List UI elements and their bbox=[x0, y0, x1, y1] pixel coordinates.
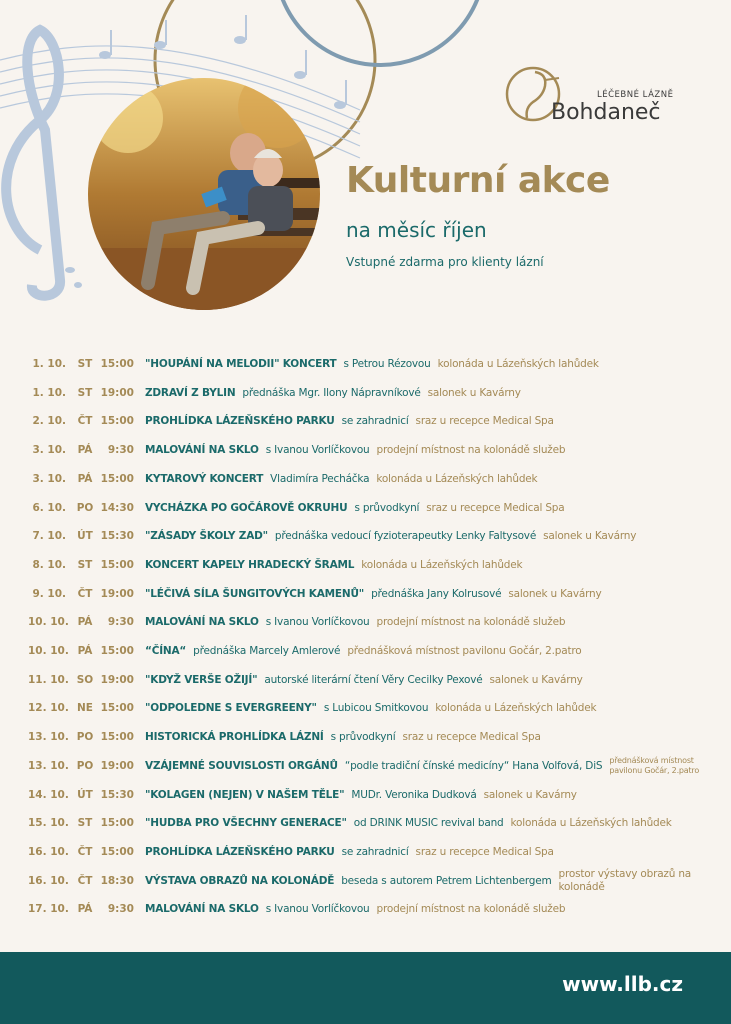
event-row bbox=[0, 639, 731, 663]
event-row bbox=[0, 582, 731, 606]
event-description bbox=[145, 702, 596, 714]
event-time: 19:00 bbox=[100, 673, 134, 686]
event-detail: s Ivanou Vorlíčkovou bbox=[265, 616, 370, 629]
event-date: 14. 10. bbox=[28, 788, 69, 801]
event-date: 13. 10. bbox=[28, 731, 69, 744]
event-description bbox=[145, 789, 577, 801]
event-row bbox=[0, 524, 731, 548]
event-place: salonek u Kavárny bbox=[508, 587, 602, 600]
event-description bbox=[145, 817, 672, 829]
event-day: ČT bbox=[77, 845, 93, 858]
event-row bbox=[0, 381, 731, 405]
event-title: MALOVÁNÍ NA SKLO bbox=[145, 444, 259, 457]
event-title: "KOLAGEN (NEJEN) V NAŠEM TĚLE" bbox=[145, 788, 345, 801]
event-day: PO bbox=[76, 501, 94, 514]
event-day: SO bbox=[76, 673, 94, 686]
event-title: PROHLÍDKA LÁZEŇSKÉHO PARKU bbox=[145, 845, 335, 858]
event-description bbox=[145, 588, 602, 600]
page-subtitle: na měsíc říjen bbox=[346, 218, 487, 242]
event-day: ST bbox=[77, 817, 93, 830]
event-day: ČT bbox=[77, 415, 93, 428]
event-place: salonek u Kavárny bbox=[483, 788, 577, 801]
event-row bbox=[0, 840, 731, 864]
event-title: ZDRAVÍ Z BYLIN bbox=[145, 386, 236, 399]
event-title: "ODPOLEDNE S EVERGREENY" bbox=[145, 702, 317, 715]
event-time: 15:00 bbox=[100, 558, 134, 571]
event-description bbox=[145, 674, 583, 686]
event-title: VÝSTAVA OBRAZŮ NA KOLONÁDĚ bbox=[145, 874, 335, 887]
event-day: ÚT bbox=[77, 788, 93, 801]
event-date: 17. 10. bbox=[28, 903, 69, 916]
event-day: PÁ bbox=[77, 645, 93, 657]
event-description bbox=[145, 530, 636, 542]
event-place: kolonáda u Lázeňských lahůdek bbox=[435, 702, 597, 715]
event-title: "LÉČIVÁ SÍLA ŠUNGITOVÝCH KAMENŮ" bbox=[145, 587, 365, 600]
event-time: 9:30 bbox=[107, 616, 134, 629]
event-day: ST bbox=[77, 358, 93, 370]
event-place: sraz u recepce Medical Spa bbox=[415, 415, 554, 428]
event-description bbox=[145, 387, 521, 399]
event-time: 15:00 bbox=[100, 845, 134, 858]
event-date: 16. 10. bbox=[28, 874, 69, 887]
event-place: prodejní místnost na kolonádě služeb bbox=[376, 616, 566, 629]
event-description bbox=[145, 559, 522, 571]
event-description bbox=[145, 616, 565, 628]
event-time: 15:30 bbox=[100, 530, 134, 543]
event-date: 8. 10. bbox=[32, 558, 66, 571]
event-detail: beseda s autorem Petrem Lichtenbergem bbox=[341, 874, 552, 887]
event-date: 9. 10. bbox=[32, 587, 66, 600]
event-date: 7. 10. bbox=[32, 530, 66, 543]
event-place: sraz u recepce Medical Spa bbox=[402, 731, 541, 744]
website-link[interactable]: www.llb.cz bbox=[562, 972, 683, 996]
event-description bbox=[145, 358, 599, 370]
event-place: kolonáda u Lázeňských lahůdek bbox=[361, 558, 523, 571]
event-day: ST bbox=[77, 386, 93, 399]
event-place: salonek u Kavárny bbox=[543, 530, 637, 543]
event-detail: od DRINK MUSIC revival band bbox=[353, 817, 504, 830]
event-detail: s průvodkyní bbox=[330, 731, 396, 744]
logo-name: Bohdaneč bbox=[551, 100, 661, 125]
event-description bbox=[145, 473, 537, 485]
event-place: kolonáda u Lázeňských lahůdek bbox=[510, 817, 672, 830]
event-date: 10. 10. bbox=[28, 645, 69, 657]
event-day: NE bbox=[77, 702, 93, 715]
event-place: prodejní místnost na kolonádě služeb bbox=[376, 444, 566, 457]
logo-tagline: LÉČEBNÉ LÁZNĚ bbox=[597, 90, 674, 100]
event-date: 3. 10. bbox=[32, 472, 66, 485]
event-detail: přednáška Jany Kolrusové bbox=[371, 587, 502, 600]
event-time: 19:00 bbox=[100, 386, 134, 399]
event-row bbox=[0, 811, 731, 835]
event-time: 9:30 bbox=[107, 444, 134, 457]
event-date: 6. 10. bbox=[32, 501, 66, 514]
event-detail: Vladimíra Pecháčka bbox=[270, 472, 370, 485]
event-title: "HUDBA PRO VŠECHNY GENERACE" bbox=[145, 817, 347, 830]
event-place: sraz u recepce Medical Spa bbox=[415, 845, 554, 858]
event-day: PÁ bbox=[77, 444, 93, 457]
admission-note: Vstupné zdarma pro klienty lázní bbox=[346, 255, 544, 269]
event-day: PO bbox=[76, 731, 94, 744]
event-row bbox=[0, 696, 731, 720]
event-row bbox=[0, 897, 731, 921]
event-day: PÁ bbox=[77, 616, 93, 629]
event-description bbox=[145, 756, 719, 776]
event-row bbox=[0, 725, 731, 749]
event-title: HISTORICKÁ PROHLÍDKA LÁZNÍ bbox=[145, 731, 324, 744]
event-place: kolonáda u Lázeňských lahůdek bbox=[437, 358, 599, 370]
event-detail: s průvodkyní bbox=[354, 501, 420, 514]
event-time: 15:00 bbox=[100, 817, 134, 830]
event-title: "KDYŽ VERŠE OŽIJÍ" bbox=[145, 673, 258, 686]
event-row bbox=[0, 869, 731, 893]
event-date: 11. 10. bbox=[28, 673, 69, 686]
event-time: 19:00 bbox=[100, 587, 134, 600]
event-time: 19:00 bbox=[100, 759, 134, 772]
event-day: ST bbox=[77, 558, 93, 571]
event-place: prodejní místnost na kolonádě služeb bbox=[376, 903, 566, 916]
event-title: VYCHÁZKA PO GOČÁROVĚ OKRUHU bbox=[145, 501, 348, 514]
event-description bbox=[145, 444, 565, 456]
event-title: "ZÁSADY ŠKOLY ZAD" bbox=[145, 530, 268, 543]
page-title: Kulturní akce bbox=[346, 160, 610, 201]
event-date: 15. 10. bbox=[28, 817, 69, 830]
event-detail: přednáška Marcely Amlerové bbox=[193, 645, 341, 657]
event-description bbox=[145, 645, 582, 657]
event-date: 10. 10. bbox=[28, 616, 69, 629]
event-day: PÁ bbox=[77, 472, 93, 485]
event-time: 15:00 bbox=[100, 645, 134, 657]
event-time: 15:30 bbox=[100, 788, 134, 801]
event-date: 16. 10. bbox=[28, 845, 69, 858]
event-date: 12. 10. bbox=[28, 702, 69, 715]
event-row bbox=[0, 409, 731, 433]
event-detail: autorské literární čtení Věry Cecilky Pexové bbox=[264, 673, 483, 686]
event-row bbox=[0, 467, 731, 491]
event-row bbox=[0, 668, 731, 692]
event-detail: “podle tradiční čínské medicíny“ Hana Volfová, DiS bbox=[344, 759, 603, 772]
event-title: MALOVÁNÍ NA SKLO bbox=[145, 616, 259, 629]
event-detail: s Ivanou Vorlíčkovou bbox=[265, 444, 370, 457]
event-detail: se zahradnicí bbox=[341, 415, 409, 428]
event-day: ČT bbox=[77, 587, 93, 600]
event-detail: s Lubicou Smitkovou bbox=[323, 702, 429, 715]
event-description bbox=[145, 846, 554, 858]
event-date: 1. 10. bbox=[32, 358, 66, 370]
event-description bbox=[145, 731, 541, 743]
event-title: KONCERT KAPELY HRADECKÝ ŠRAML bbox=[145, 558, 355, 571]
event-row bbox=[0, 496, 731, 520]
event-detail: s Ivanou Vorlíčkovou bbox=[265, 903, 370, 916]
event-date: 2. 10. bbox=[32, 415, 66, 428]
event-time: 9:30 bbox=[107, 903, 134, 916]
event-description bbox=[145, 868, 699, 894]
event-place: salonek u Kavárny bbox=[427, 386, 521, 399]
event-date: 1. 10. bbox=[32, 386, 66, 399]
event-detail: se zahradnicí bbox=[341, 845, 409, 858]
event-time: 14:30 bbox=[100, 501, 134, 514]
event-day: PÁ bbox=[77, 903, 93, 916]
event-detail: přednáška Mgr. Ilony Nápravníkové bbox=[242, 386, 421, 399]
event-place: sraz u recepce Medical Spa bbox=[426, 501, 565, 514]
event-row bbox=[0, 754, 731, 778]
event-detail: MUDr. Veronika Dudková bbox=[351, 788, 477, 801]
event-detail: přednáška vedoucí fyzioterapeutky Lenky Faltysové bbox=[274, 530, 537, 543]
event-title: VZÁJEMNÉ SOUVISLOSTI ORGÁNŮ bbox=[145, 759, 338, 772]
event-place: prostor výstavy obrazů na kolonádě bbox=[558, 867, 692, 893]
event-description bbox=[145, 502, 565, 514]
event-time: 15:00 bbox=[100, 472, 134, 485]
event-time: 18:30 bbox=[100, 874, 134, 887]
event-row bbox=[0, 783, 731, 807]
bohdanec-logo bbox=[505, 62, 695, 132]
event-title: KYTAROVÝ KONCERT bbox=[145, 472, 264, 485]
event-date: 13. 10. bbox=[28, 759, 69, 772]
couple-reading-photo bbox=[88, 78, 320, 310]
event-time: 15:00 bbox=[100, 702, 134, 715]
event-time: 15:00 bbox=[100, 731, 134, 744]
footer-bar bbox=[0, 952, 731, 1024]
event-day: ČT bbox=[77, 874, 93, 887]
event-date: 3. 10. bbox=[32, 444, 66, 457]
event-day: ÚT bbox=[77, 530, 93, 543]
event-time: 15:00 bbox=[100, 415, 134, 428]
event-description bbox=[145, 415, 554, 427]
event-day: PO bbox=[76, 759, 94, 772]
event-row bbox=[0, 553, 731, 577]
event-detail: s Petrou Rézovou bbox=[343, 358, 431, 370]
event-title: "HOUPÁNÍ NA MELODII" KONCERT bbox=[145, 358, 337, 370]
event-row bbox=[0, 438, 731, 462]
event-title: PROHLÍDKA LÁZEŇSKÉHO PARKU bbox=[145, 415, 335, 428]
event-place: přednášková místnost pavilonu Gočár, 2.patro bbox=[609, 755, 700, 775]
event-description bbox=[145, 903, 565, 915]
event-title: MALOVÁNÍ NA SKLO bbox=[145, 903, 259, 916]
event-row bbox=[0, 352, 731, 376]
event-row bbox=[0, 610, 731, 634]
event-place: kolonáda u Lázeňských lahůdek bbox=[376, 472, 538, 485]
event-place: salonek u Kavárny bbox=[489, 673, 583, 686]
event-title: “ČÍNA“ bbox=[145, 645, 187, 657]
event-time: 15:00 bbox=[100, 358, 134, 370]
event-place: přednášková místnost pavilonu Gočár, 2.patro bbox=[347, 645, 582, 657]
